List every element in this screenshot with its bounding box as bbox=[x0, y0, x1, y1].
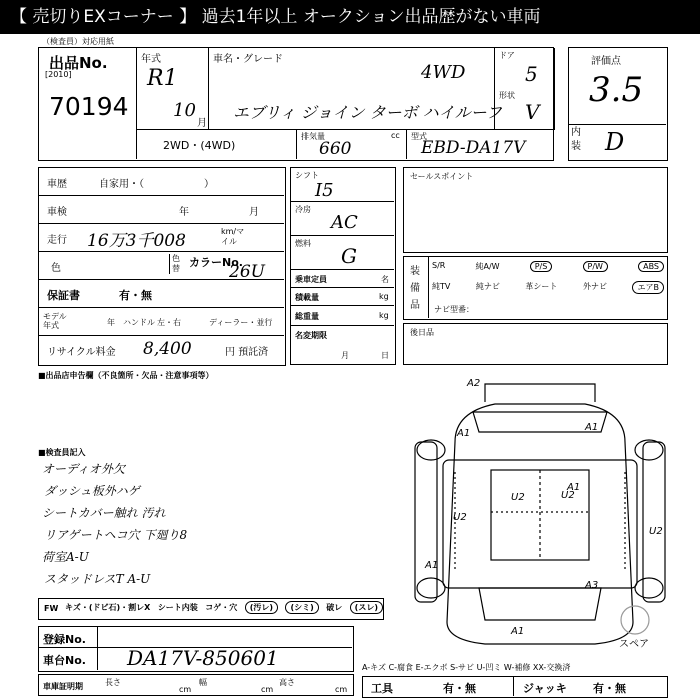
shift-value: I5 bbox=[315, 180, 334, 201]
equip-label: 装備品 bbox=[410, 266, 420, 311]
equip-item: P/W bbox=[583, 261, 608, 272]
status-item: シート内装 bbox=[157, 603, 198, 612]
status-item: 破レ bbox=[326, 603, 343, 612]
equip-item: S/R bbox=[432, 261, 446, 270]
tools-label: 工具 bbox=[371, 682, 393, 695]
equip-row-2 bbox=[432, 281, 664, 294]
doors-label: ドア bbox=[499, 51, 515, 60]
name-label: 車名・グレード bbox=[213, 54, 283, 65]
recycle-label: リサイクル料金 bbox=[47, 347, 116, 358]
reg-row bbox=[39, 627, 352, 648]
displacement-label: 排気量 bbox=[301, 132, 325, 141]
ac-label: 冷房 bbox=[295, 205, 311, 214]
after-items-box bbox=[403, 323, 668, 365]
damage-mark: U2 bbox=[453, 512, 467, 523]
model-cell bbox=[407, 130, 555, 159]
cert-label: 車庫証明期 bbox=[43, 682, 83, 691]
displacement-unit: cc bbox=[391, 131, 400, 140]
equip-item: 純ナビ bbox=[475, 282, 500, 291]
chassis-row bbox=[39, 648, 352, 670]
handle-label: ハンドル bbox=[123, 318, 155, 327]
gross-label: 総重量 bbox=[295, 312, 319, 321]
inspector-note-line: ダッシュ板外ハゲ bbox=[44, 484, 140, 498]
tools-row bbox=[362, 676, 668, 698]
drive-value: 4WD bbox=[421, 62, 466, 83]
load-row bbox=[291, 288, 394, 306]
tools-divider bbox=[513, 677, 514, 696]
fuel-value: G bbox=[341, 244, 357, 268]
inspection-label: 車検 bbox=[47, 207, 67, 218]
rename-row bbox=[291, 326, 394, 363]
damage-mark: U2 bbox=[561, 490, 575, 501]
car-name: エブリィ ジョイン ターボ ハイルーフ bbox=[233, 103, 502, 122]
month-value: 10 bbox=[173, 100, 196, 121]
status-item: (汚レ) bbox=[245, 601, 278, 614]
color-change: 色替 bbox=[169, 254, 182, 274]
capacity-unit: 名 bbox=[381, 275, 389, 284]
shift-label: シフト bbox=[295, 171, 319, 180]
inspector-label: ■検査員記入 bbox=[38, 448, 86, 457]
status-items bbox=[65, 601, 383, 614]
displacement-value: 660 bbox=[319, 139, 352, 159]
cert-unit-3: cm bbox=[335, 685, 348, 694]
mileage-value: 16万3千008 bbox=[87, 231, 186, 251]
sales-points-box bbox=[403, 167, 668, 253]
inspector-note-line: 荷室A-U bbox=[42, 550, 89, 564]
car-diagram bbox=[395, 372, 700, 650]
equip-item: 純TV bbox=[432, 282, 451, 291]
equipment-box bbox=[403, 256, 668, 320]
gross-row bbox=[291, 306, 394, 326]
cert-unit-2: cm bbox=[261, 685, 274, 694]
load-label: 積載量 bbox=[295, 293, 319, 302]
history-label: 車歴 bbox=[47, 179, 67, 190]
legend-text: A-キズ C-腐食 E-エクボ S-サビ U-凹ミ W-補修 XX-交換済 bbox=[362, 663, 571, 672]
reg-label: 登録No. bbox=[43, 633, 86, 646]
lot-year: [2010] bbox=[45, 70, 72, 79]
inspector-note-line: シートカバー触れ 汚れ bbox=[42, 506, 166, 520]
lot-label: 出品No. bbox=[49, 54, 108, 72]
fuel-row bbox=[291, 236, 394, 270]
doors-value: 5 bbox=[525, 62, 538, 86]
warranty-row bbox=[39, 280, 284, 308]
equip-row-1 bbox=[432, 261, 664, 272]
year-value: R1 bbox=[147, 66, 178, 91]
score-block bbox=[568, 47, 668, 161]
status-item: (スレ) bbox=[350, 601, 383, 614]
equip-item: エアB bbox=[632, 281, 664, 294]
header-block bbox=[38, 47, 554, 161]
rename-label: 名変期限 bbox=[295, 331, 327, 340]
jack-label: ジャッキ bbox=[523, 682, 567, 695]
shape-value: V bbox=[525, 100, 540, 124]
status-row bbox=[38, 598, 384, 620]
status-item: コゲ・穴 bbox=[205, 603, 238, 612]
inspection-row bbox=[39, 196, 284, 224]
status-item: キズ・(ドビ石)・割レX bbox=[65, 603, 151, 612]
certificate-row bbox=[38, 674, 354, 696]
damage-mark: A1 bbox=[585, 422, 599, 433]
score-value: 3.5 bbox=[589, 70, 644, 110]
color-code-value: 26U bbox=[229, 262, 265, 282]
score-divider bbox=[569, 124, 666, 125]
drive-options: 2WD・(4WD) bbox=[163, 139, 236, 152]
equip-item: 純A/W bbox=[475, 262, 500, 271]
store-note-label: ■出品店申告欄（不良箇所・欠品・注意事項等） bbox=[38, 371, 214, 380]
lot-cell bbox=[39, 48, 137, 159]
status-item: (シミ) bbox=[285, 601, 318, 614]
capacity-label: 乗車定員 bbox=[295, 275, 327, 284]
ac-row bbox=[291, 202, 394, 236]
recycle-value: 8,400 bbox=[143, 339, 192, 359]
doors-cell bbox=[495, 48, 555, 130]
registration-block bbox=[38, 626, 354, 672]
gross-unit: kg bbox=[379, 311, 389, 320]
name-cell bbox=[209, 48, 502, 130]
cert-length: 長さ bbox=[105, 678, 121, 687]
ac-value: AC bbox=[331, 212, 358, 233]
chassis-label: 車台No. bbox=[43, 654, 86, 667]
month-unit: 月 bbox=[197, 118, 207, 129]
cert-height: 高さ bbox=[279, 678, 295, 687]
chassis-value: DA17V-850601 bbox=[127, 646, 279, 670]
color-code-label: カラーNo. bbox=[189, 256, 243, 269]
header-note: （検査員）対応用紙 bbox=[42, 37, 114, 46]
reg-divider bbox=[97, 627, 98, 648]
warranty-value: 有・無 bbox=[119, 289, 152, 302]
model-year-row bbox=[39, 308, 284, 336]
mileage-unit: km/マイル bbox=[221, 227, 245, 246]
model-label: 型式 bbox=[411, 132, 427, 141]
drive-options-cell bbox=[137, 130, 297, 159]
equip-item: P/S bbox=[530, 261, 553, 272]
damage-mark: U2 bbox=[511, 492, 525, 503]
damage-mark: A1 bbox=[425, 560, 439, 571]
sales-points-label: セールスポイント bbox=[410, 172, 474, 181]
rename-day: 日 bbox=[381, 351, 389, 360]
inspector-note-line: オーディオ外欠 bbox=[42, 462, 126, 476]
shift-row bbox=[291, 168, 394, 202]
load-unit: kg bbox=[379, 292, 389, 301]
interior-value: D bbox=[605, 128, 625, 156]
front-bumper bbox=[485, 384, 595, 402]
score-label: 評価点 bbox=[591, 56, 621, 67]
fuel-label: 燃料 bbox=[295, 239, 311, 248]
equip-item: 革シート bbox=[525, 282, 558, 291]
vehicle-block bbox=[38, 167, 286, 366]
after-items-label: 後日品 bbox=[410, 328, 434, 337]
jack-value: 有・無 bbox=[593, 682, 626, 695]
nav-model-label: ナビ型番： bbox=[434, 305, 474, 314]
history-row bbox=[39, 168, 284, 196]
inspector-note-line: スタッドレスT A-U bbox=[44, 572, 151, 586]
shape-label: 形状 bbox=[499, 91, 515, 100]
equip-item: ABS bbox=[638, 261, 664, 272]
specs-block bbox=[290, 167, 396, 365]
displacement-cell bbox=[297, 130, 407, 159]
banner-title: 【 売切りEXコーナー 】 過去1年以上 オークション出品歴がない車両 bbox=[0, 0, 700, 34]
equip-item: 外ナビ bbox=[582, 282, 607, 291]
damage-mark: A2 bbox=[467, 378, 481, 389]
damage-mark: A1 bbox=[457, 428, 471, 439]
fw-label: FW bbox=[44, 604, 59, 613]
recycle-row bbox=[39, 336, 284, 364]
inspection-year: 年 bbox=[179, 207, 189, 218]
chassis-divider bbox=[97, 648, 98, 670]
recycle-unit: 円 預託済 bbox=[225, 347, 269, 358]
damage-mark: A1 bbox=[567, 482, 581, 493]
damage-mark: U2 bbox=[649, 526, 663, 537]
rear-window bbox=[479, 588, 601, 620]
color-label: 色 bbox=[51, 263, 61, 274]
lot-number: 70194 bbox=[49, 92, 129, 121]
damage-mark: A1 bbox=[511, 626, 525, 637]
model-value: EBD-DA17V bbox=[421, 138, 526, 158]
damage-mark: A3 bbox=[585, 580, 599, 591]
inspection-month: 月 bbox=[249, 207, 259, 218]
color-row bbox=[39, 252, 284, 280]
capacity-row bbox=[291, 270, 394, 288]
model-year-unit: 年 bbox=[107, 318, 115, 327]
dealer-label: ディーラー・並行 bbox=[209, 318, 273, 327]
warranty-label: 保証書 bbox=[47, 289, 80, 302]
cert-width: 幅 bbox=[199, 678, 207, 687]
rename-month: 月 bbox=[341, 351, 349, 360]
interior-label: 内装 bbox=[571, 127, 581, 152]
spare-label: スペア bbox=[619, 639, 649, 650]
inspector-note-line: リアゲートヘコ穴 下廻り8 bbox=[44, 528, 188, 542]
inspector-notes bbox=[42, 458, 382, 590]
handle-value: 左・右 bbox=[157, 318, 181, 327]
model-year-label: モデル年式 bbox=[43, 312, 67, 330]
cert-unit-1: cm bbox=[179, 685, 192, 694]
history-value: 自家用・（ ） bbox=[99, 179, 214, 190]
year-cell bbox=[137, 48, 209, 130]
tools-value: 有・無 bbox=[443, 682, 476, 695]
mileage-label: 走行 bbox=[47, 235, 67, 246]
mileage-row bbox=[39, 224, 284, 252]
equip-divider bbox=[428, 257, 429, 318]
year-label: 年式 bbox=[141, 54, 161, 65]
